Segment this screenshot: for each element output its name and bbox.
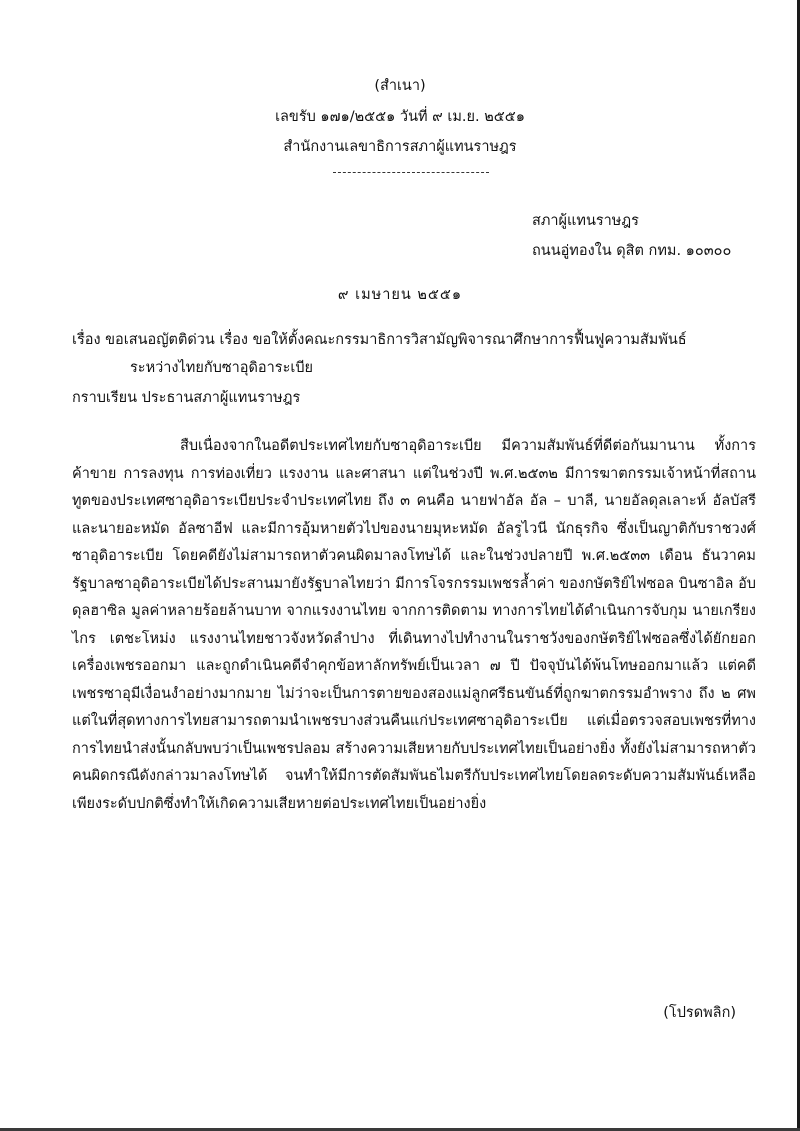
address-line-2: ถนนอู่ทองใน ดุสิต กทม. ๑๐๓๐๐ — [532, 243, 732, 259]
office-name: สำนักงานเลขาธิการสภาผู้แทนราษฎร — [283, 139, 517, 155]
turn-page-note: (โปรดพลิก) — [663, 1005, 736, 1021]
address-line-1: สภาผู้แทนราษฎร — [532, 213, 639, 229]
copy-label: (สำเนา) — [374, 78, 426, 94]
header-divider — [333, 172, 489, 173]
salutation: กราบเรียน ประธานสภาผู้แทนราษฎร — [72, 390, 301, 406]
body-paragraph: สืบเนื่องจากในอดีตประเทศไทยกับซาอุดิอาระเบีย มีความสัมพันธ์ที่ดีต่อกันมานาน ทั้งการค้าขาย การลงทุน การท่องเที่ยว แรงงาน และศาสนา แต่ในช่วงปี พ.ศ.๒๕๓๒ มีการฆาตกรรมเจ้าหน้าที่สถานทูตของประเทศซาอุดิอาระเบียประจำประเทศไทย ถึง ๓ คนคือ นายฟาอัล อัล – บาลี, นายอัลดุลเลาะห์ อัลบัสรี และนายอะหมัด อัลซาอีฟ และมีการอุ้มหายตัวไปของนายมุหะหมัด อัลรูไวนี นักธุรกิจ ซึ่งเป็นญาติกับราชวงศ์ซาอุดิอาระเบีย โดยคดียังไม่สามารถหาตัวคนผิดมาลงโทษได้ และในช่วงปลายปี พ.ศ.๒๕๓๓ เดือน ธันวาคม รัฐบาลซาอุดิอาระเบียได้ประสานมายังรัฐบาลไทยว่า มีการโจรกรรมเพชรล้ำค่า ของกษัตริย์ไฟซอล บินซาอิล อับดุลฮาซิล มูลค่าหลายร้อยล้านบาท จากแรงงานไทย จากการติดตาม ทางการไทยได้ดำเนินการจับกุม นายเกรียงไกร เตชะโหม่ง แรงงานไทยชาวจังหวัดลำปาง ที่เดินทางไปทำงานในราชวังของกษัตริย์ไฟซอลซึ่งได้ยักยอกเครื่องเพชรออกมา และถูกดำเนินคดีจำคุกข้อหาลักทรัพย์เป็นเวลา ๗ ปี ปัจจุบันได้พ้นโทษออกมาแล้ว แต่คดีเพชรซาอุมีเงื่อนงำอย่างมากมาย ไม่ว่าจะเป็นการตายของสองแม่ลูกศรีธนขันธ์ที่ถูกฆาตกรรมอำพราง ถึง ๒ ศพ แต่ในที่สุดทางการไทยสามารถตามนำเพชรบางส่วนคืนแก่ประเทศซาอุดิอาระเบีย แต่เมื่อตรวจสอบเพชรที่ทางการไทยนำส่งนั้นกลับพบว่าเป็นเพชรปลอม สร้างความเสียหายกับประเทศไทยเป็นอย่างยิ่ง ทั้งยังไม่สามารถหาตัวคนผิดกรณีดังกล่าวมาลงโทษได้ จนทำให้มีการตัดสัมพันธไมตรีกับประเทศไทยโดยลดระดับความสัมพันธ์เหลือเพียงระดับปกติซึ่งทำให้เกิดความเสียหายต่อประเทศไทยเป็นอย่างยิ่ง — [72, 438, 756, 812]
letter-date: ๙ เมษายน ๒๕๕๑ — [337, 287, 463, 303]
subject-line-2: ระหว่างไทยกับซาอุดิอาระเบีย — [130, 360, 314, 376]
subject-line-1: เรื่อง ขอเสนอญัตติด่วน เรื่อง ขอให้ตั้งคณะกรรมาธิการวิสามัญพิจารณาศึกษาการฟื้นฟูความสัมพันธ์ — [72, 332, 687, 348]
receipt-line: เลขรับ ๑๗๑/๒๕๕๑ วันที่ ๙ เม.ย. ๒๕๕๑ — [275, 109, 525, 125]
